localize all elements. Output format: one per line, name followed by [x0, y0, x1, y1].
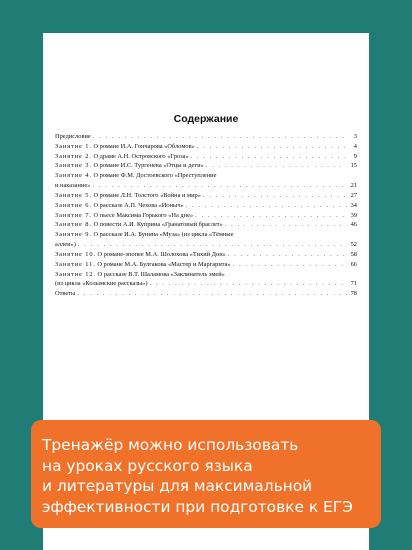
- toc-leader-dots: [186, 201, 347, 211]
- toc-page-number: 46: [350, 221, 357, 229]
- table-of-contents: [55, 132, 357, 299]
- toc-entry-title: [55, 220, 223, 230]
- banner-text: [42, 435, 353, 517]
- toc-entry: [55, 260, 357, 270]
- toc-page-number: 4: [353, 142, 357, 150]
- toc-entry-label: Занятие 6.: [55, 201, 92, 209]
- toc-entry-text: О романе И.С. Тургенева «Отцы и дети»: [93, 162, 204, 170]
- toc-leader-dots: [233, 260, 347, 270]
- toc-entry-title: [55, 201, 184, 211]
- toc-page-number: 9: [353, 152, 357, 160]
- toc-entry-label: Занятие 7.: [55, 211, 92, 219]
- toc-entry-line: [55, 220, 357, 230]
- toc-entry: [55, 132, 357, 142]
- toc-entry-line: [55, 240, 357, 250]
- toc-leader-dots: [225, 220, 347, 230]
- banner-line: Тренажёр можно использовать: [42, 436, 299, 454]
- banner-line: и литературы для максимальной: [42, 477, 313, 495]
- toc-entry-line: [55, 191, 357, 201]
- toc-page-number: 71: [350, 280, 357, 288]
- toc-leader-dots: [195, 211, 347, 221]
- toc-entry-line: [55, 171, 357, 181]
- toc-leader-dots: [197, 142, 347, 152]
- toc-entry-continuation: и наказание»: [55, 181, 91, 189]
- toc-entry-line: [55, 161, 357, 171]
- toc-entry-text: О романе И.А. Гончарова «Обломов»: [93, 142, 195, 150]
- toc-entry-line: [55, 270, 357, 280]
- toc-leader-dots: [93, 132, 347, 142]
- toc-page-number: 21: [350, 181, 357, 189]
- toc-page-number: 15: [350, 162, 357, 170]
- toc-leader-dots: [78, 240, 347, 250]
- toc-entry-line: [55, 152, 357, 162]
- toc-page-number: 78: [350, 290, 357, 298]
- toc-page-number: 3: [353, 133, 357, 140]
- toc-entry: [55, 152, 357, 162]
- toc-entry-text: Предисловие: [55, 133, 91, 140]
- toc-entry: [55, 250, 357, 260]
- toc-entry-title: [55, 260, 231, 270]
- toc-page-number: 27: [350, 191, 357, 199]
- toc-entry: [55, 142, 357, 152]
- toc-entry-text: О романе Ф.М. Достоевского «Преступление: [93, 172, 217, 180]
- toc-entry-title: [55, 211, 193, 221]
- toc-leader-dots: [206, 161, 347, 171]
- toc-leader-dots: [150, 279, 347, 289]
- banner-line: на уроках русского языка: [42, 456, 253, 475]
- toc-entry: [55, 171, 357, 191]
- toc-entry-continuation: (из цикла «Колымские рассказы»): [55, 280, 148, 288]
- toc-entry-text: О романе Л.Н. Толстого «Война и мир»: [93, 191, 201, 199]
- toc-leader-dots: [191, 152, 347, 162]
- toc-entry-title: [55, 289, 75, 299]
- toc-entry-line: [55, 142, 357, 152]
- toc-entry: [55, 230, 357, 250]
- banner-line: эффективности при подготовке к ЕГЭ: [42, 497, 353, 516]
- toc-entry-label: Занятие 5.: [55, 191, 92, 199]
- toc-entry-title: [55, 271, 225, 278]
- toc-entry-line: [55, 132, 357, 142]
- toc-entry-line: [55, 230, 357, 240]
- toc-entry-line: [55, 260, 357, 270]
- toc-leader-dots: [77, 289, 347, 299]
- toc-page-number: 39: [350, 211, 357, 219]
- toc-entry-label: Занятие 3.: [55, 162, 92, 170]
- toc-entry-title: [55, 250, 226, 260]
- toc-entry-label: Занятие 11.: [55, 260, 96, 268]
- toc-entry-line: [55, 201, 357, 211]
- toc-entry-text: О романе-эпопее М.А. Шолохова «Тихий Дон»: [97, 250, 226, 258]
- toc-entry-continuation: аллеи»): [55, 240, 76, 248]
- toc-entry-line: [55, 211, 357, 221]
- toc-entry-title: [55, 161, 204, 171]
- toc-entry-text: О драме А.Н. Островского «Гроза»: [93, 152, 189, 160]
- toc-entry: [55, 201, 357, 211]
- toc-entry-text: О романе М.А. Булгакова «Мастер и Маргарита»: [97, 260, 231, 268]
- toc-entry-text: О пьесе Максима Горького «На дне»: [93, 211, 194, 219]
- toc-entry-label: Занятие 9.: [55, 231, 92, 239]
- toc-leader-dots: [228, 250, 347, 260]
- toc-entry-title: [55, 132, 91, 142]
- toc-entry-label: Занятие 4.: [55, 172, 92, 180]
- toc-entry-label: Занятие 10.: [55, 250, 96, 258]
- toc-entry: [55, 211, 357, 221]
- toc-page-number: 66: [350, 260, 357, 268]
- toc-entry-text: О рассказе А.П. Чехова «Ионыч»: [93, 201, 184, 209]
- toc-entry-label: Занятие 1.: [55, 142, 92, 150]
- toc-entry-text: О повести А.И. Куприна «Гранатовый браслет»: [93, 221, 223, 229]
- toc-entry: [55, 191, 357, 201]
- page-title: Содержание: [173, 113, 239, 125]
- toc-entry-title: [55, 142, 195, 152]
- toc-entry-title: [55, 231, 233, 238]
- toc-entry: [55, 220, 357, 230]
- toc-entry-label: Занятие 2.: [55, 152, 92, 160]
- toc-leader-dots: [92, 181, 347, 191]
- toc-entry-text: О рассказе В.Т. Шаламова «Заклинатель змей»: [97, 270, 225, 278]
- toc-entry: [55, 161, 357, 171]
- toc-entry-label: Занятие 8.: [55, 221, 92, 229]
- toc-entry: [55, 289, 357, 299]
- toc-entry-text: О рассказе И.А. Бунина «Муза» (из цикла «Тёмные: [93, 231, 234, 239]
- toc-leader-dots: [203, 191, 347, 201]
- toc-entry-title: [55, 172, 216, 179]
- toc-entry-text: Ответы: [55, 290, 76, 298]
- toc-entry: [55, 270, 357, 290]
- promo-banner: [31, 420, 381, 528]
- toc-entry-title: [55, 191, 201, 201]
- toc-page-number: 34: [350, 201, 357, 209]
- toc-page-number: 52: [350, 240, 357, 248]
- toc-entry-line: [55, 250, 357, 260]
- toc-entry-line: [55, 289, 357, 299]
- toc-entry-line: [55, 279, 357, 289]
- toc-entry-line: [55, 181, 357, 191]
- toc-entry-title: [55, 152, 189, 162]
- toc-entry-label: Занятие 12.: [55, 270, 96, 278]
- toc-page-number: 58: [350, 250, 357, 258]
